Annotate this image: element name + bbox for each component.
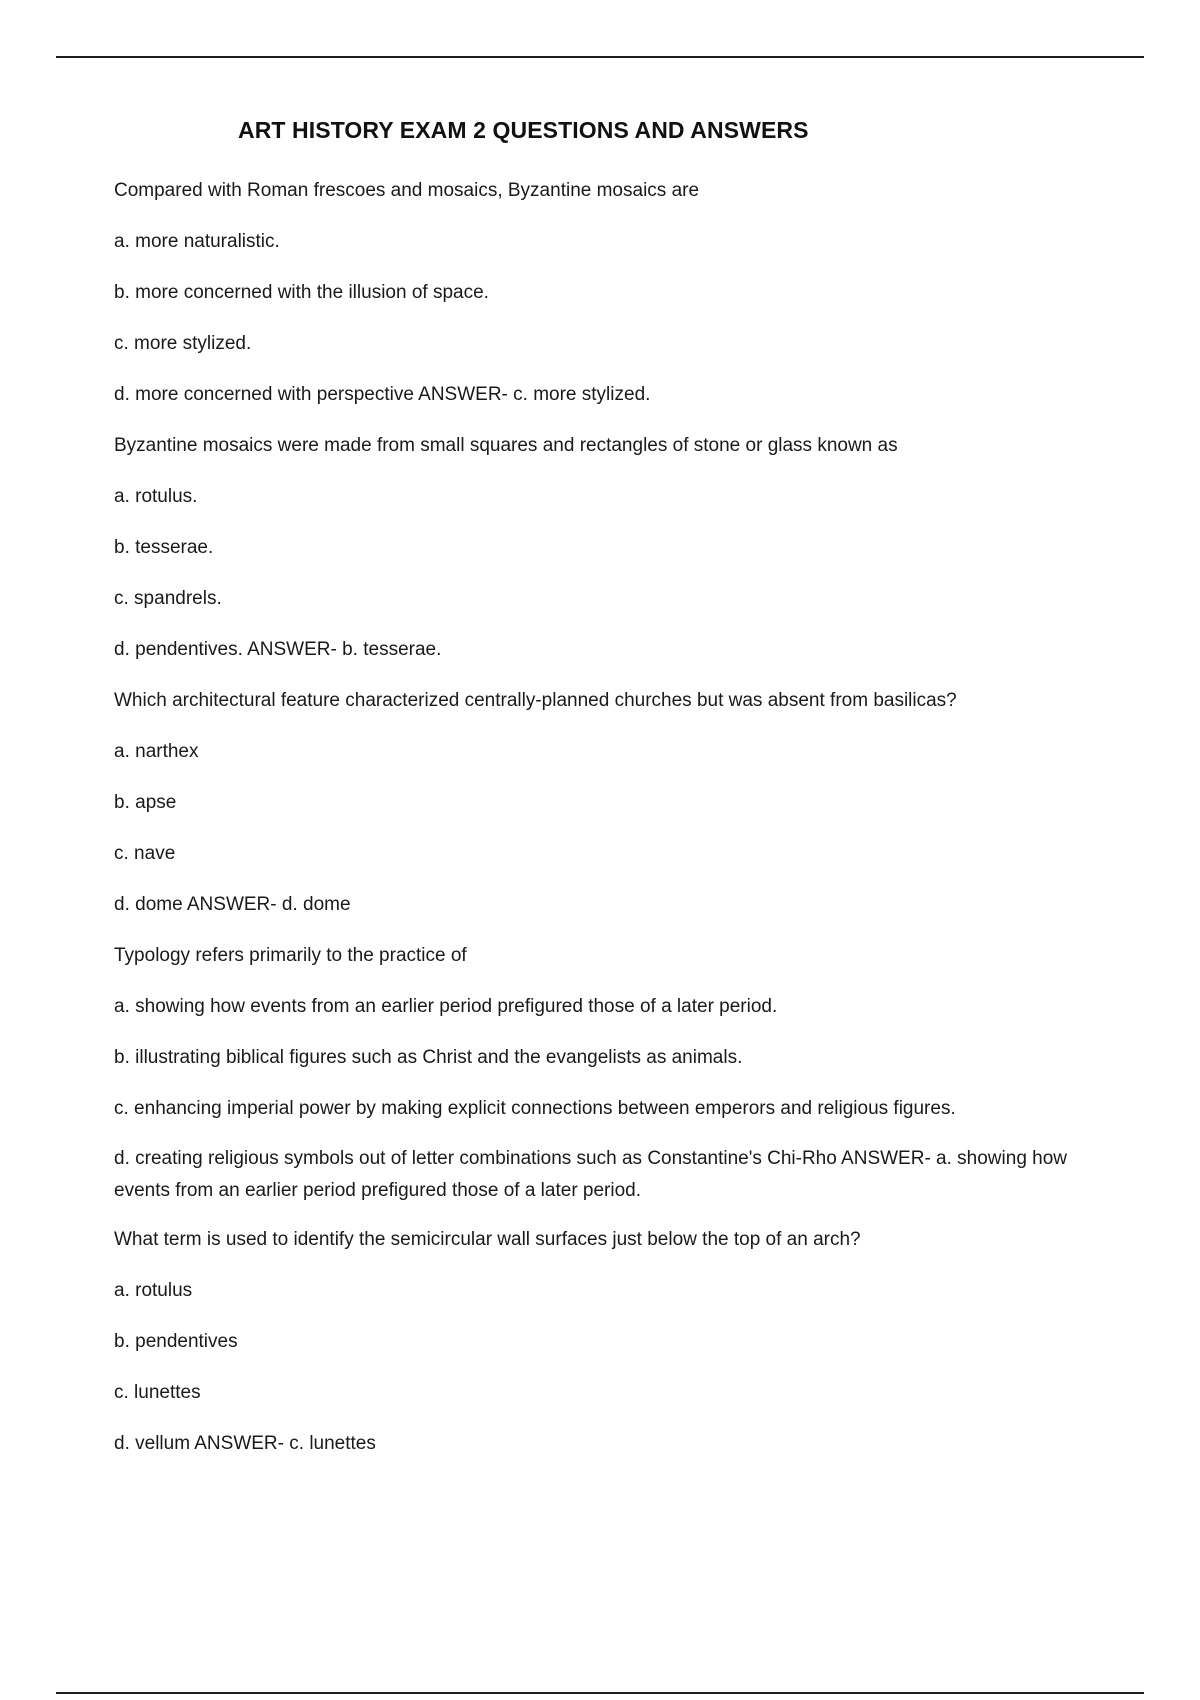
question-5-text: What term is used to identify the semicircular wall surfaces just below the top of an arch? — [114, 1229, 861, 1250]
question-1-option-b: b. more concerned with the illusion of space. — [114, 282, 489, 303]
question-2-option-d-answer: d. pendentives. ANSWER- b. tesserae. — [114, 639, 442, 660]
question-4-option-d-answer: d. creating religious symbols out of letter combinations such as Constantine's Chi-Rho ANSWER- a. showing how events from an earlier period prefigured those of a later period. — [114, 1148, 1068, 1201]
question-3-option-d-answer: d. dome ANSWER- d. dome — [114, 894, 351, 915]
question-3-option-b: b. apse — [114, 792, 177, 813]
question-2-option-b: b. tesserae. — [114, 537, 214, 558]
question-3-option-c: c. nave — [114, 843, 176, 864]
question-4-option-b: b. illustrating biblical figures such as Christ and the evangelists as animals. — [114, 1047, 743, 1068]
question-1-text: Compared with Roman frescoes and mosaics, Byzantine mosaics are — [114, 180, 700, 201]
question-2-text: Byzantine mosaics were made from small squares and rectangles of stone or glass known as — [114, 435, 898, 456]
question-4-option-a: a. showing how events from an earlier period prefigured those of a later period. — [114, 996, 778, 1017]
document-title: ART HISTORY EXAM 2 QUESTIONS AND ANSWERS — [238, 117, 809, 143]
bottom-rule — [56, 1692, 1144, 1694]
question-5-option-b: b. pendentives — [114, 1331, 238, 1352]
question-4-option-c: c. enhancing imperial power by making explicit connections between emperors and religious figures. — [114, 1098, 956, 1119]
question-1-option-c: c. more stylized. — [114, 333, 252, 354]
question-3-option-a: a. narthex — [114, 741, 199, 762]
question-1-option-d-answer: d. more concerned with perspective ANSWER- c. more stylized. — [114, 384, 651, 405]
question-2-option-c: c. spandrels. — [114, 588, 222, 609]
question-3-text: Which architectural feature characterized centrally-planned churches but was absent from basilicas? — [114, 690, 957, 711]
question-5-option-a: a. rotulus — [114, 1280, 193, 1301]
question-4-text: Typology refers primarily to the practice of — [114, 945, 467, 966]
question-5-option-c: c. lunettes — [114, 1382, 201, 1403]
question-1-option-a: a. more naturalistic. — [114, 231, 280, 252]
question-5-option-d-answer: d. vellum ANSWER- c. lunettes — [114, 1433, 376, 1454]
question-2-option-a: a. rotulus. — [114, 486, 198, 507]
document-body — [114, 174, 1094, 1460]
top-rule — [56, 56, 1144, 58]
